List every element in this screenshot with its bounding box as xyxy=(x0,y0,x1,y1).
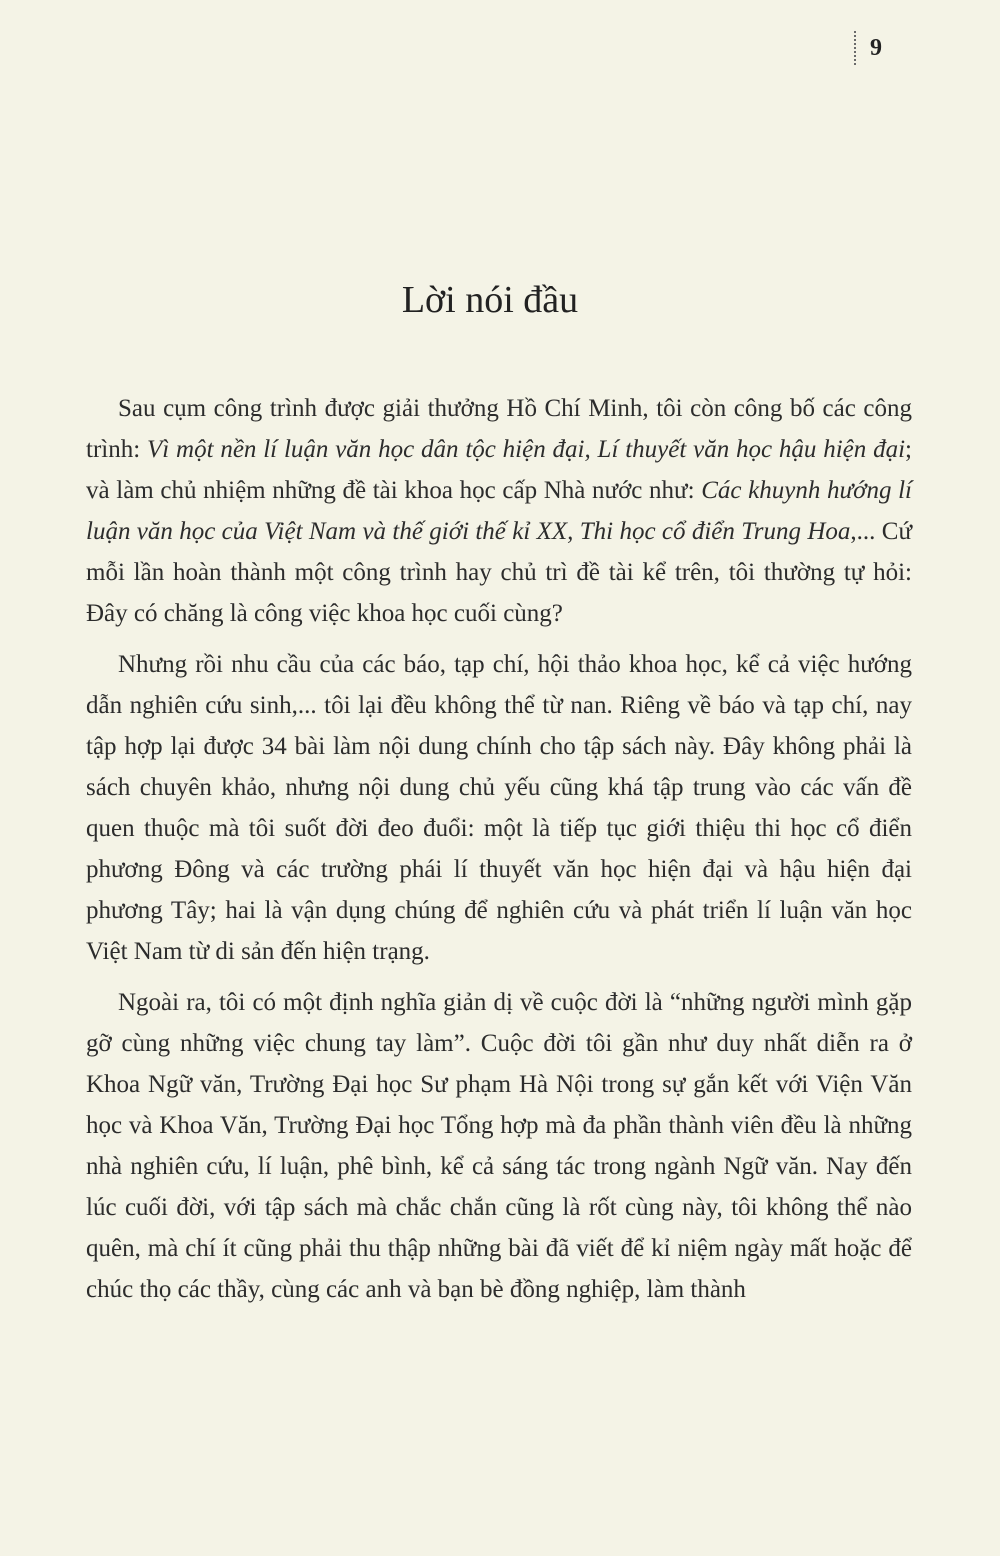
text-segment: Ngoài ra, tôi có một định nghĩa giản dị về cuộc đời là “những người mình gặp gỡ cùng những việc chung tay làm”. Cuộc đời tôi gần như duy nhất diễn ra ở Khoa Ngữ văn, Trường Đại học Sư phạm Hà Nội trong sự gắn kết với Viện Văn học và Khoa Văn, Trường Đại học Tổng hợp mà đa phần thành viên đều là những nhà nghiên cứu, lí luận, phê bình, kể cả sáng tác trong ngành Ngữ văn. Nay đến lúc cuối đời, với tập sách mà chắc chắn cũng là rốt cùng này, tôi không thể nào quên, mà chí ít cũng phải thu thập những bài đã viết để kỉ niệm ngày mất hoặc để chúc thọ các thầy, cùng các anh và bạn bè đồng nghiệp, làm thành xyxy=(86,989,912,1303)
italic-title-text: Vì một nền lí luận văn học dân tộc hiện đại, Lí thuyết văn học hậu hiện đại xyxy=(146,436,906,463)
italic-title-text: Các khuynh hướng lí luận văn học của Việt Nam và thế giới thế kỉ XX, Thi học cổ điển Trung Hoa xyxy=(86,477,912,545)
body-text xyxy=(86,388,912,1320)
text-segment: ,... Cứ mỗi lần hoàn thành một công trình hay chủ trì đề tài kể trên, tôi thường tự hỏi: Đây có chăng là công việc khoa học cuối cùng? xyxy=(86,518,912,627)
paragraph-1 xyxy=(86,388,912,634)
paragraph-2 xyxy=(86,644,912,972)
text-segment: Nhưng rồi nhu cầu của các báo, tạp chí, hội thảo khoa học, kể cả việc hướng dẫn nghiên cứu sinh,... tôi lại đều không thể từ nan. Riêng về báo và tạp chí, nay tập hợp lại được 34 bài làm nội dung chính cho tập sách này. Đây không phải là sách chuyên khảo, nhưng nội dung chủ yếu cũng khá tập trung vào các vấn đề quen thuộc mà tôi suốt đời đeo đuổi: một là tiếp tục giới thiệu thi học cổ điển phương Đông và các trường phái lí thuyết văn học hiện đại và hậu hiện đại phương Tây; hai là vận dụng chúng để nghiên cứu và phát triển lí luận văn học Việt Nam từ di sản đến hiện trạng. xyxy=(86,651,912,965)
header-divider xyxy=(854,31,856,65)
text-segment: Sau cụm công trình được giải thưởng Hồ Chí Minh, tôi còn công bố các công trình: xyxy=(86,395,912,463)
chapter-title: Lời nói đầu xyxy=(401,279,579,321)
page-number: 9 xyxy=(870,34,882,61)
paragraph-3 xyxy=(86,982,912,1310)
text-segment: ; và làm chủ nhiệm những đề tài khoa học cấp Nhà nước như: xyxy=(86,436,912,504)
running-header xyxy=(854,30,882,66)
